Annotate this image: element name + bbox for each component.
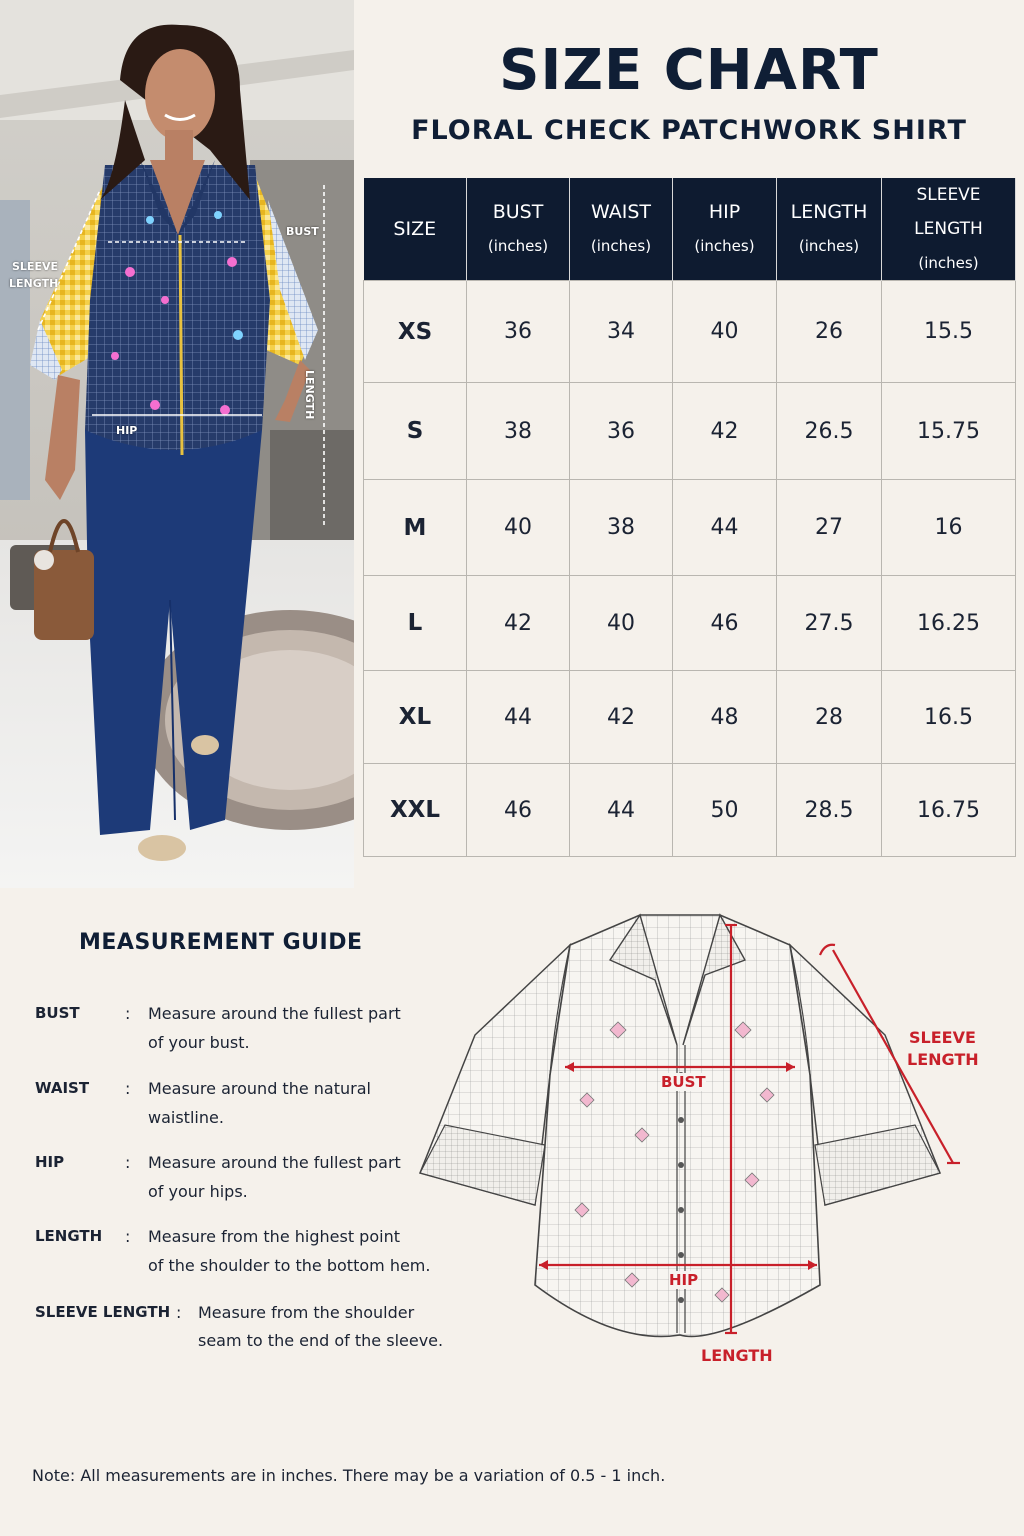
guide-item-desc-line1: Measure around the natural bbox=[148, 1079, 371, 1098]
waist-cell: 38 bbox=[570, 480, 673, 576]
length-cell: 28 bbox=[777, 671, 882, 764]
table-row bbox=[364, 671, 1016, 764]
hip-cell: 42 bbox=[673, 383, 777, 480]
column-header-label: HIP bbox=[708, 201, 741, 223]
bust-cell: 36 bbox=[467, 281, 570, 383]
photo-sleeve-label-line2: LENGTH bbox=[9, 277, 59, 290]
column-header-length bbox=[777, 178, 882, 281]
guide-item-label: LENGTH bbox=[35, 1227, 103, 1245]
column-header-unit: (inches) bbox=[918, 254, 979, 272]
model-photo bbox=[0, 0, 354, 888]
hip-cell: 46 bbox=[673, 576, 777, 671]
table-row bbox=[364, 281, 1016, 383]
table-row bbox=[364, 764, 1016, 857]
guide-item-desc-line1: Measure around the fullest part bbox=[148, 1004, 401, 1023]
column-header-label: SLEEVE LENGTH bbox=[914, 185, 983, 239]
hip-cell: 50 bbox=[673, 764, 777, 857]
guide-item-colon: : bbox=[125, 1227, 131, 1246]
bust-cell: 46 bbox=[467, 764, 570, 857]
footnote: Note: All measurements are in inches. There may be a variation of 0.5 - 1 inch. bbox=[32, 1466, 666, 1485]
size-cell: M bbox=[364, 480, 467, 576]
waist-cell: 34 bbox=[570, 281, 673, 383]
column-header-unit: (inches) bbox=[487, 237, 549, 255]
sleeve-length-cell: 16.25 bbox=[882, 576, 1016, 671]
guide-item-colon: : bbox=[125, 1153, 131, 1172]
table-row bbox=[364, 383, 1016, 480]
column-header-label: WAIST bbox=[590, 201, 651, 223]
length-cell: 26 bbox=[777, 281, 882, 383]
photo-sleeve-label-line1: SLEEVE bbox=[12, 260, 58, 273]
bust-cell: 42 bbox=[467, 576, 570, 671]
bust-cell: 40 bbox=[467, 480, 570, 576]
measurement-guide-title: MEASUREMENT GUIDE bbox=[79, 930, 363, 955]
diagram-bust-label: BUST bbox=[661, 1073, 706, 1091]
model-illustration bbox=[0, 0, 354, 888]
size-cell: S bbox=[364, 383, 467, 480]
sleeve-length-cell: 16.5 bbox=[882, 671, 1016, 764]
waist-cell: 42 bbox=[570, 671, 673, 764]
size-table bbox=[363, 178, 1016, 857]
column-header-bust bbox=[467, 178, 570, 281]
guide-item-label: WAIST bbox=[35, 1079, 90, 1097]
sleeve-length-cell: 16 bbox=[882, 480, 1016, 576]
column-header-unit: (inches) bbox=[590, 237, 652, 255]
column-header-sleeve-length bbox=[882, 178, 1016, 281]
guide-item-desc-line1: Measure from the shoulder bbox=[198, 1303, 415, 1322]
shirt-diagram bbox=[415, 905, 995, 1379]
guide-item-colon: : bbox=[125, 1079, 131, 1098]
guide-item-desc-line2: of the shoulder to the bottom hem. bbox=[148, 1256, 431, 1275]
shirt-outline-drawing bbox=[415, 905, 995, 1375]
page-subtitle: FLORAL CHECK PATCHWORK SHIRT bbox=[411, 115, 967, 146]
hip-cell: 44 bbox=[673, 480, 777, 576]
waist-cell: 44 bbox=[570, 764, 673, 857]
length-cell: 27.5 bbox=[777, 576, 882, 671]
guide-item-label: HIP bbox=[35, 1153, 65, 1171]
photo-bust-label: BUST bbox=[286, 225, 319, 238]
sleeve-length-cell: 16.75 bbox=[882, 764, 1016, 857]
page-title: SIZE CHART bbox=[499, 38, 879, 103]
size-cell: XL bbox=[364, 671, 467, 764]
column-header-unit: (inches) bbox=[694, 237, 755, 255]
bust-cell: 44 bbox=[467, 671, 570, 764]
guide-item-desc-line2: of your hips. bbox=[148, 1182, 248, 1201]
column-header-label: SIZE bbox=[393, 218, 437, 240]
guide-item-desc-line1: Measure around the fullest part bbox=[148, 1153, 401, 1172]
guide-item-label: BUST bbox=[35, 1004, 80, 1022]
guide-item-colon: : bbox=[176, 1303, 182, 1322]
column-header-size bbox=[364, 178, 467, 281]
waist-cell: 36 bbox=[570, 383, 673, 480]
length-cell: 26.5 bbox=[777, 383, 882, 480]
size-cell: L bbox=[364, 576, 467, 671]
photo-length-label: LENGTH bbox=[303, 370, 316, 420]
column-header-label: BUST bbox=[492, 201, 544, 223]
guide-item-label: SLEEVE LENGTH bbox=[35, 1303, 171, 1321]
guide-item-desc-line2: waistline. bbox=[148, 1108, 224, 1127]
column-header-label: LENGTH bbox=[790, 201, 868, 223]
column-header-waist bbox=[570, 178, 673, 281]
bust-cell: 38 bbox=[467, 383, 570, 480]
hip-cell: 48 bbox=[673, 671, 777, 764]
table-row bbox=[364, 576, 1016, 671]
guide-item-colon: : bbox=[125, 1004, 131, 1023]
sleeve-length-cell: 15.5 bbox=[882, 281, 1016, 383]
sleeve-length-cell: 15.75 bbox=[882, 383, 1016, 480]
size-cell: XXL bbox=[364, 764, 467, 857]
length-cell: 28.5 bbox=[777, 764, 882, 857]
diagram-sleeve-label-line2: LENGTH bbox=[907, 1050, 979, 1069]
diagram-sleeve-label-line1: SLEEVE bbox=[909, 1028, 976, 1047]
guide-item-desc-line2: of your bust. bbox=[148, 1033, 250, 1052]
size-cell: XS bbox=[364, 281, 467, 383]
waist-cell: 40 bbox=[570, 576, 673, 671]
guide-item-desc-line2: seam to the end of the sleeve. bbox=[198, 1331, 444, 1350]
guide-item-desc-line1: Measure from the highest point bbox=[148, 1227, 400, 1246]
diagram-hip-label: HIP bbox=[669, 1271, 699, 1289]
photo-hip-label: HIP bbox=[116, 424, 138, 437]
table-row bbox=[364, 480, 1016, 576]
hip-cell: 40 bbox=[673, 281, 777, 383]
column-header-unit: (inches) bbox=[798, 237, 860, 255]
column-header-hip bbox=[673, 178, 777, 281]
table-header-row bbox=[364, 178, 1016, 281]
length-cell: 27 bbox=[777, 480, 882, 576]
diagram-length-label: LENGTH bbox=[701, 1346, 773, 1365]
